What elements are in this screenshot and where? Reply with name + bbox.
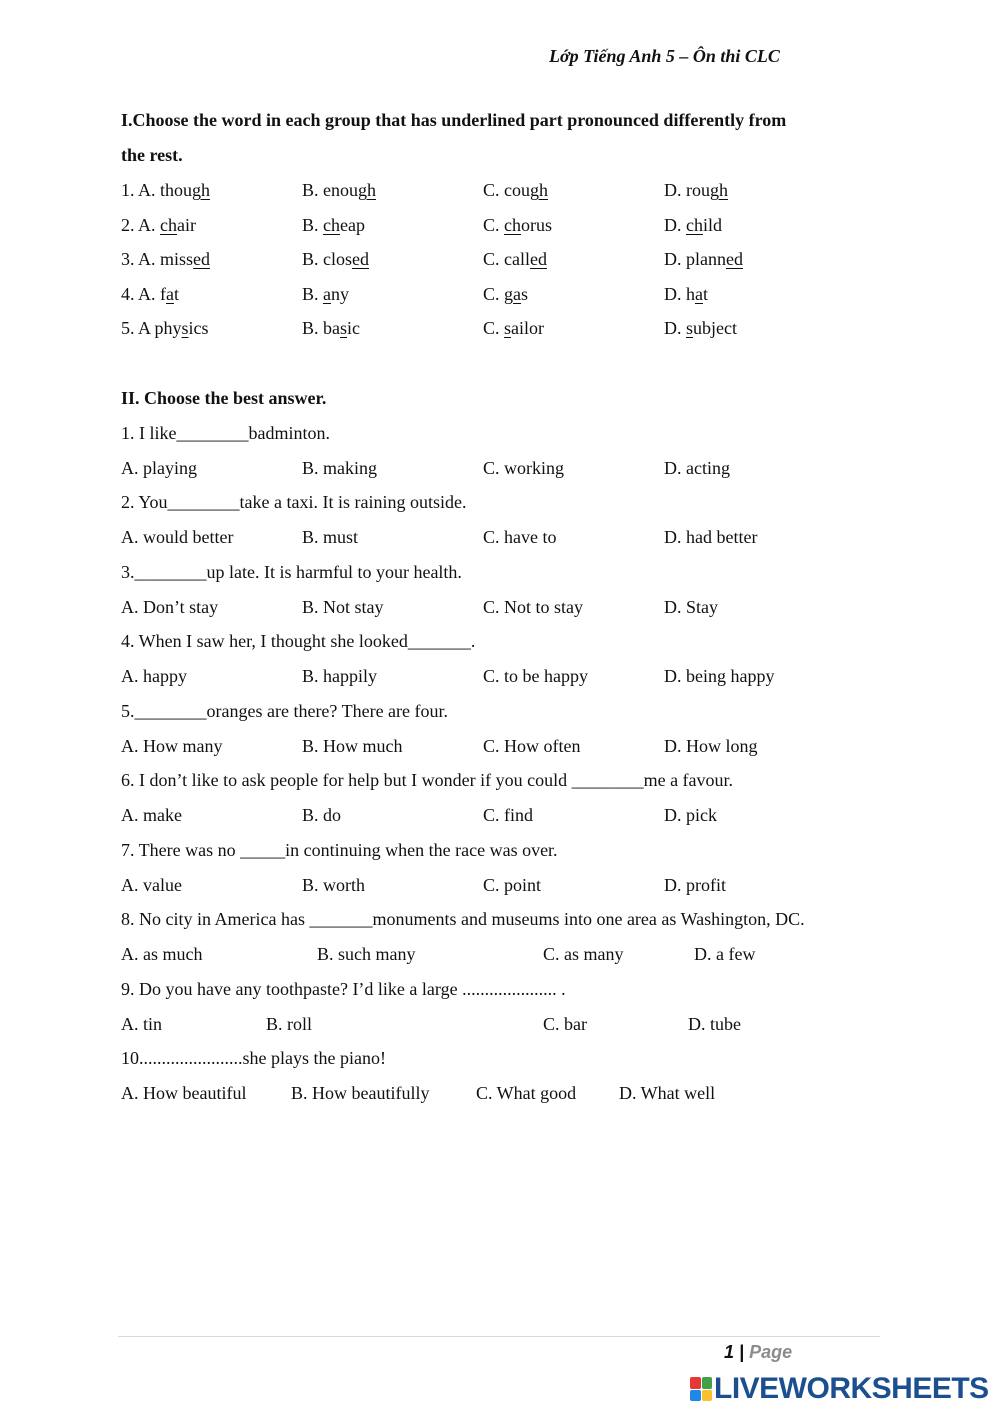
option-text: s xyxy=(521,284,529,304)
answer-option[interactable]: C. working xyxy=(483,458,564,478)
question-text: 4. When I saw her, I thought she looked xyxy=(121,631,408,651)
document-header: Lớp Tiếng Anh 5 – Ôn thi CLC xyxy=(549,46,780,66)
answer-option[interactable]: A. happy xyxy=(121,666,187,686)
pronunciation-item xyxy=(0,284,999,310)
answer-option[interactable] xyxy=(302,318,360,339)
answer-option[interactable]: C. bar xyxy=(543,1014,587,1034)
option-text: D. xyxy=(664,215,686,235)
answer-option[interactable]: A. would better xyxy=(121,527,234,547)
question-stem xyxy=(121,909,805,930)
answer-option[interactable] xyxy=(302,284,349,305)
underlined-part: s xyxy=(504,318,512,338)
option-text: ic xyxy=(347,318,361,338)
question-text: badminton. xyxy=(248,423,330,443)
question-text: up late. It is harmful to your health. xyxy=(206,562,462,582)
question-text: in continuing when the race was over. xyxy=(285,840,558,860)
answer-option[interactable]: C. have to xyxy=(483,527,557,547)
answer-option[interactable]: A. make xyxy=(121,805,182,825)
section-1-title: Choose the word in each group that has underlined part pronounced differently from xyxy=(132,110,787,130)
answer-option[interactable]: B. How much xyxy=(302,736,403,756)
option-text: eap xyxy=(340,215,365,235)
answer-option[interactable] xyxy=(121,249,210,270)
question-stem xyxy=(121,423,330,444)
answer-option[interactable] xyxy=(121,180,210,201)
question-stem xyxy=(121,770,733,791)
answer-option[interactable] xyxy=(121,215,196,236)
option-text: B. enou xyxy=(302,180,358,200)
option-text: D. h xyxy=(664,284,695,304)
option-text: B. ba xyxy=(302,318,340,338)
option-text: ild xyxy=(703,215,723,235)
section-2-number: II. xyxy=(121,388,140,408)
answer-blank[interactable]: ________ xyxy=(176,423,249,443)
question-text: take a taxi. It is raining outside. xyxy=(239,492,467,512)
answer-option[interactable]: D. a few xyxy=(694,944,756,964)
question-text: 7. There was no xyxy=(121,840,241,860)
answer-options-row xyxy=(0,666,999,692)
option-text: D. plann xyxy=(664,249,726,269)
answer-options-row xyxy=(0,527,999,553)
answer-blank[interactable]: ________ xyxy=(167,492,240,512)
answer-options-row xyxy=(0,944,999,970)
brand-name: LIVEWORKSHEETS xyxy=(714,1372,989,1405)
pronunciation-item xyxy=(0,249,999,275)
answer-option[interactable]: A. as much xyxy=(121,944,203,964)
answer-option[interactable]: D. acting xyxy=(664,458,730,478)
answer-option[interactable]: B. must xyxy=(302,527,359,547)
page-separator: | xyxy=(739,1342,745,1362)
answer-option[interactable] xyxy=(483,318,544,339)
answer-option[interactable] xyxy=(664,284,708,305)
answer-option[interactable]: D. How long xyxy=(664,736,758,756)
option-text: C. xyxy=(483,318,505,338)
option-text: C. g xyxy=(483,284,514,304)
answer-options-row xyxy=(0,736,999,762)
section-1-number: I. xyxy=(121,110,133,130)
answer-option[interactable] xyxy=(664,215,722,236)
answer-option[interactable]: A. How beautiful xyxy=(121,1083,247,1103)
answer-option[interactable]: B. do xyxy=(302,805,342,825)
answer-option[interactable]: B. How beautifully xyxy=(291,1083,430,1103)
answer-option[interactable]: C. point xyxy=(483,875,542,895)
answer-option[interactable]: B. roll xyxy=(266,1014,313,1034)
question-text: 10 xyxy=(121,1048,139,1068)
answer-blank[interactable]: ________ xyxy=(134,562,207,582)
underlined-part: ed xyxy=(352,249,370,269)
underlined-part: ch xyxy=(160,215,178,235)
option-text: B. xyxy=(302,215,324,235)
question-stem xyxy=(121,562,462,583)
question-text: 1. I like xyxy=(121,423,177,443)
answer-option[interactable]: C. What good xyxy=(476,1083,577,1103)
answer-option[interactable]: C. How often xyxy=(483,736,581,756)
option-text: 2. A. xyxy=(121,215,161,235)
section-1-heading-cont: the rest. xyxy=(121,145,183,165)
answer-option[interactable]: B. happily xyxy=(302,666,377,686)
question-text: 8. No city in America has xyxy=(121,909,310,929)
section-2-title: Choose the best answer. xyxy=(144,388,327,408)
underlined-part: gh xyxy=(710,180,728,200)
underlined-part: ed xyxy=(193,249,211,269)
answer-option[interactable]: A. How many xyxy=(121,736,223,756)
page-number xyxy=(724,1342,792,1363)
footer-divider xyxy=(118,1336,880,1337)
answer-option[interactable] xyxy=(664,318,737,339)
answer-option[interactable]: D. pick xyxy=(664,805,717,825)
answer-blank[interactable]: _______ xyxy=(407,631,471,651)
question-stem xyxy=(121,840,558,861)
pronunciation-item xyxy=(0,180,999,206)
answer-option[interactable]: B. Not stay xyxy=(302,597,384,617)
answer-option[interactable] xyxy=(483,180,548,201)
answer-option[interactable]: D. tube xyxy=(688,1014,741,1034)
question-stem xyxy=(121,631,475,652)
answer-option[interactable]: A. value xyxy=(121,875,182,895)
option-text: C. xyxy=(483,215,505,235)
answer-option[interactable] xyxy=(302,249,369,270)
answer-option[interactable]: C. find xyxy=(483,805,534,825)
answer-options-row xyxy=(0,875,999,901)
option-text: ubject xyxy=(693,318,737,338)
answer-option[interactable] xyxy=(121,318,209,339)
option-text: ny xyxy=(331,284,350,304)
answer-option[interactable]: C. as many xyxy=(543,944,624,964)
answer-blank[interactable]: _______ xyxy=(309,909,373,929)
underlined-part: ch xyxy=(323,215,341,235)
option-text: 4. A. f xyxy=(121,284,166,304)
answer-options-row xyxy=(0,1014,999,1040)
answer-blank[interactable]: ..................... . xyxy=(462,979,566,999)
answer-option[interactable]: D. profit xyxy=(664,875,726,895)
answer-blank[interactable]: ________ xyxy=(571,770,644,790)
option-text: C. cou xyxy=(483,180,530,200)
answer-option[interactable] xyxy=(664,249,743,270)
answer-option[interactable] xyxy=(121,284,179,305)
question-text: 2. You xyxy=(121,492,168,512)
answer-option[interactable]: C. to be happy xyxy=(483,666,588,686)
answer-blank[interactable]: _____ xyxy=(240,840,286,860)
answer-option[interactable] xyxy=(302,180,376,201)
answer-option[interactable] xyxy=(483,284,528,305)
answer-option[interactable]: D. What well xyxy=(619,1083,716,1103)
section-1-heading xyxy=(121,110,786,131)
option-text: 1. A. thou xyxy=(121,180,193,200)
question-stem xyxy=(121,979,566,1000)
answer-option[interactable]: B. making xyxy=(302,458,377,478)
underlined-part: s xyxy=(181,318,189,338)
option-text: C. call xyxy=(483,249,530,269)
underlined-part: gh xyxy=(192,180,211,200)
answer-options-row xyxy=(0,597,999,623)
question-text: 3. xyxy=(121,562,135,582)
answer-option[interactable]: C. Not to stay xyxy=(483,597,584,617)
question-text: she plays the piano! xyxy=(242,1048,386,1068)
question-text: 6. I don’t like to ask people for help but I wonder if you could xyxy=(121,770,572,790)
answer-option[interactable]: B. such many xyxy=(317,944,416,964)
answer-blank[interactable]: ....................... xyxy=(139,1048,243,1068)
underlined-part: ch xyxy=(686,215,703,235)
underlined-part: a xyxy=(513,284,522,304)
question-text: monuments and museums into one area as Washington, DC. xyxy=(372,909,805,929)
option-text: t xyxy=(174,284,180,304)
answer-option[interactable] xyxy=(664,180,728,201)
underlined-part: a xyxy=(695,284,703,304)
answer-option[interactable]: D. being happy xyxy=(664,666,775,686)
underlined-part: ed xyxy=(726,249,743,269)
question-stem xyxy=(121,1048,386,1069)
question-text: me a favour. xyxy=(643,770,734,790)
option-text: t xyxy=(703,284,709,304)
option-text: ics xyxy=(188,318,209,338)
underlined-part: gh xyxy=(358,180,376,200)
answer-option[interactable]: B. worth xyxy=(302,875,365,895)
option-text: D. rou xyxy=(664,180,710,200)
option-text: 3. A. miss xyxy=(121,249,194,269)
option-text: D. xyxy=(664,318,686,338)
section-2-heading xyxy=(121,388,326,409)
underlined-part: a xyxy=(166,284,174,304)
answer-options-row xyxy=(0,1083,999,1109)
answer-options-row xyxy=(0,805,999,831)
liveworksheets-logo xyxy=(690,1372,989,1406)
option-text: air xyxy=(177,215,196,235)
question-text: 9. Do you have any toothpaste? I’d like a large xyxy=(121,979,463,999)
option-text: B. clos xyxy=(302,249,353,269)
option-text: orus xyxy=(521,215,553,235)
answer-option[interactable] xyxy=(483,249,547,270)
answer-option[interactable]: D. Stay xyxy=(664,597,718,617)
pronunciation-item xyxy=(0,215,999,241)
question-stem xyxy=(121,492,466,513)
underlined-part: gh xyxy=(530,180,548,200)
liveworksheets-icon xyxy=(690,1377,712,1401)
option-text: ailor xyxy=(511,318,545,338)
question-text: oranges are there? There are four. xyxy=(206,701,449,721)
answer-option[interactable]: D. had better xyxy=(664,527,758,547)
underlined-part: s xyxy=(686,318,694,338)
page-label: Page xyxy=(749,1342,793,1362)
underlined-part: ed xyxy=(530,249,547,269)
option-text: B. xyxy=(302,284,324,304)
answer-option[interactable]: A. Don’t stay xyxy=(121,597,219,617)
question-text: . xyxy=(470,631,476,651)
underlined-part: a xyxy=(323,284,332,304)
question-text: 5. xyxy=(121,701,135,721)
underlined-part: ch xyxy=(504,215,522,235)
answer-option[interactable] xyxy=(483,215,552,236)
answer-option[interactable]: A. tin xyxy=(121,1014,163,1034)
answer-blank[interactable]: ________ xyxy=(134,701,207,721)
pronunciation-item xyxy=(0,318,999,344)
option-text: 5. A phy xyxy=(121,318,182,338)
page-number-value: 1 xyxy=(724,1342,735,1362)
answer-options-row xyxy=(0,458,999,484)
question-stem xyxy=(121,701,448,722)
answer-option[interactable]: A. playing xyxy=(121,458,197,478)
underlined-part: s xyxy=(340,318,348,338)
answer-option[interactable] xyxy=(302,215,365,236)
